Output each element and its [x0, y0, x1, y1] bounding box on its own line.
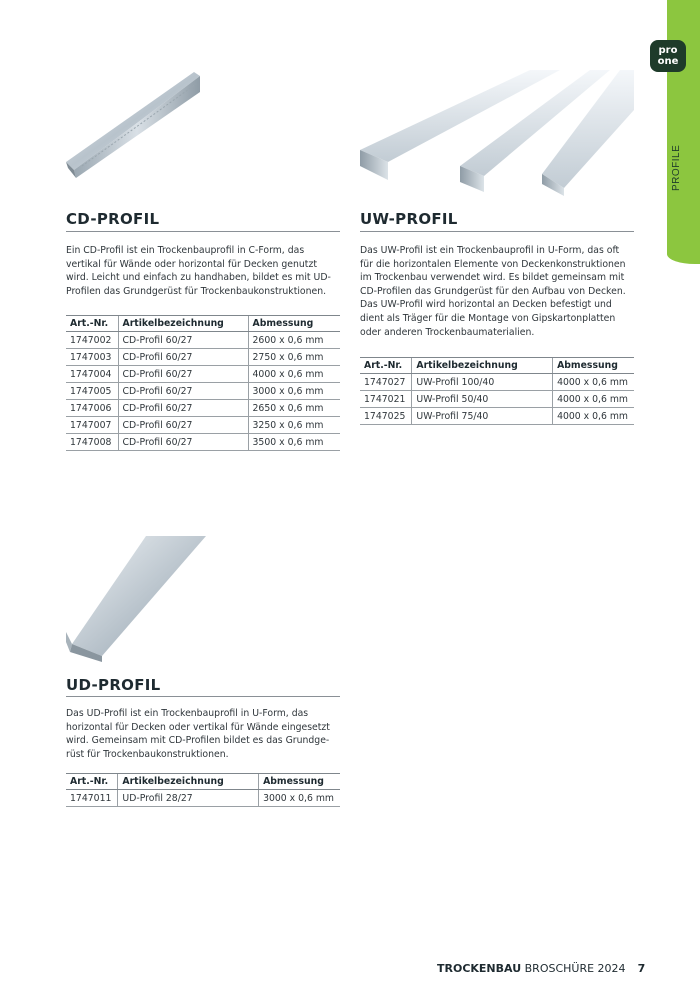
desc-line: dient als Träger für die Montage von Gipskartonplatten: [360, 312, 616, 324]
cell: 3250 x 0,6 mm: [248, 417, 340, 434]
col-art-nr: Art.-Nr.: [66, 316, 118, 332]
ud-description: [66, 707, 356, 761]
footer-title-rest: BROSCHÜRE 2024: [521, 962, 626, 975]
cell: UW-Profil 75/40: [412, 408, 553, 425]
page-number: 7: [637, 962, 646, 975]
table-row: [360, 391, 634, 408]
desc-line: wird. Gemeinsam mit CD-Profilen bildet es das Grundge-: [66, 735, 330, 747]
table-header-row: [360, 358, 634, 374]
table-row: [360, 408, 634, 425]
uw-title-rule: [360, 231, 634, 232]
logo-line-2: one: [657, 56, 679, 67]
desc-line: oder anderen Trockenbaumaterialien.: [360, 326, 535, 338]
cell: CD-Profil 60/27: [118, 417, 248, 434]
desc-line: im Trockenbau verwendet wird. Es bildet gemeinsam mit: [360, 272, 625, 284]
table-row: [66, 383, 340, 400]
cell: 1747025: [360, 408, 412, 425]
cell: CD-Profil 60/27: [118, 400, 248, 417]
uw-profile-image: [360, 70, 634, 196]
cell: UW-Profil 50/40: [412, 391, 553, 408]
col-art-nr: Art.-Nr.: [66, 774, 118, 790]
footer-title-bold: TROCKENBAU: [437, 962, 522, 975]
table-row: [66, 417, 340, 434]
logo-line-1: pro: [658, 45, 678, 56]
cell: 2600 x 0,6 mm: [248, 332, 340, 349]
desc-line: Das UD-Profil ist ein Trockenbauprofil in U-Form, das: [66, 708, 309, 719]
table-row: [66, 790, 340, 807]
ud-title-rule: [66, 696, 340, 697]
cell: 1747003: [66, 349, 118, 366]
table-header-row: [66, 774, 340, 790]
desc-line: für die horizontalen Elemente von Deckenkonstruktionen: [360, 258, 626, 270]
ud-spec-table: [66, 773, 340, 807]
cell: 3000 x 0,6 mm: [259, 790, 340, 807]
cell: 1747011: [66, 790, 118, 807]
uw-spec-table: [360, 357, 634, 425]
cell: 1747021: [360, 391, 412, 408]
table-row: [66, 349, 340, 366]
cell: 2750 x 0,6 mm: [248, 349, 340, 366]
cd-spec-table: [66, 315, 340, 451]
table-row: [66, 400, 340, 417]
cd-title-rule: [66, 231, 340, 232]
desc-line: Profilen das Grundgerüst für Trockenbaukonstruktionen.: [66, 285, 327, 297]
ud-profile-image: [66, 536, 206, 662]
brand-logo: [650, 40, 686, 72]
col-abmessung: Abmessung: [248, 316, 340, 332]
uw-description: [360, 244, 650, 339]
cell: 4000 x 0,6 mm: [248, 366, 340, 383]
cell: CD-Profil 60/27: [118, 383, 248, 400]
desc-line: Das UW-Profil wird horizontal an Decken befestigt und: [360, 299, 612, 311]
cell: 3000 x 0,6 mm: [248, 383, 340, 400]
desc-line: vertikal für Wände oder horizontal für Decken genutzt: [66, 258, 317, 270]
cell: CD-Profil 60/27: [118, 366, 248, 383]
page-footer: [437, 962, 645, 975]
cell: 1747006: [66, 400, 118, 417]
cd-profile-image: [62, 70, 202, 180]
cell: 1747027: [360, 374, 412, 391]
desc-line: wird. Leicht und einfach zu handhaben, bildet es mit UD-: [66, 272, 331, 284]
cell: 3500 x 0,6 mm: [248, 434, 340, 451]
desc-line: Das UW-Profil ist ein Trockenbauprofil in U-Form, das oft: [360, 245, 620, 256]
table-row: [360, 374, 634, 391]
cell: UD-Profil 28/27: [118, 790, 259, 807]
cell: 1747005: [66, 383, 118, 400]
cd-title: CD-PROFIL: [66, 210, 160, 228]
uw-title: UW-PROFIL: [360, 210, 458, 228]
cell: 1747008: [66, 434, 118, 451]
desc-line: Ein CD-Profil ist ein Trockenbauprofil in C-Form, das: [66, 245, 305, 256]
ud-title: UD-PROFIL: [66, 676, 161, 694]
cell: 4000 x 0,6 mm: [553, 374, 634, 391]
cell: 1747007: [66, 417, 118, 434]
col-abmessung: Abmessung: [259, 774, 340, 790]
desc-line: rüst für Trockenbaukonstruktionen.: [66, 748, 229, 760]
table-row: [66, 434, 340, 451]
side-section-label: PROFILE: [671, 144, 682, 191]
cell: 4000 x 0,6 mm: [553, 408, 634, 425]
table-row: [66, 332, 340, 349]
cell: 1747002: [66, 332, 118, 349]
col-bezeichnung: Artikelbezeichnung: [118, 774, 259, 790]
desc-line: horizontal für Decken oder vertikal für Wände eingesetzt: [66, 721, 330, 733]
table-header-row: [66, 316, 340, 332]
col-abmessung: Abmessung: [553, 358, 634, 374]
cell: UW-Profil 100/40: [412, 374, 553, 391]
table-row: [66, 366, 340, 383]
cell: CD-Profil 60/27: [118, 349, 248, 366]
col-bezeichnung: Artikelbezeichnung: [118, 316, 248, 332]
cd-description: [66, 244, 346, 298]
col-bezeichnung: Artikelbezeichnung: [412, 358, 553, 374]
cell: CD-Profil 60/27: [118, 332, 248, 349]
cell: 4000 x 0,6 mm: [553, 391, 634, 408]
cell: 2650 x 0,6 mm: [248, 400, 340, 417]
cell: 1747004: [66, 366, 118, 383]
cell: CD-Profil 60/27: [118, 434, 248, 451]
desc-line: CD-Profilen das Grundgerüst für den Aufbau von Decken.: [360, 285, 626, 297]
col-art-nr: Art.-Nr.: [360, 358, 412, 374]
